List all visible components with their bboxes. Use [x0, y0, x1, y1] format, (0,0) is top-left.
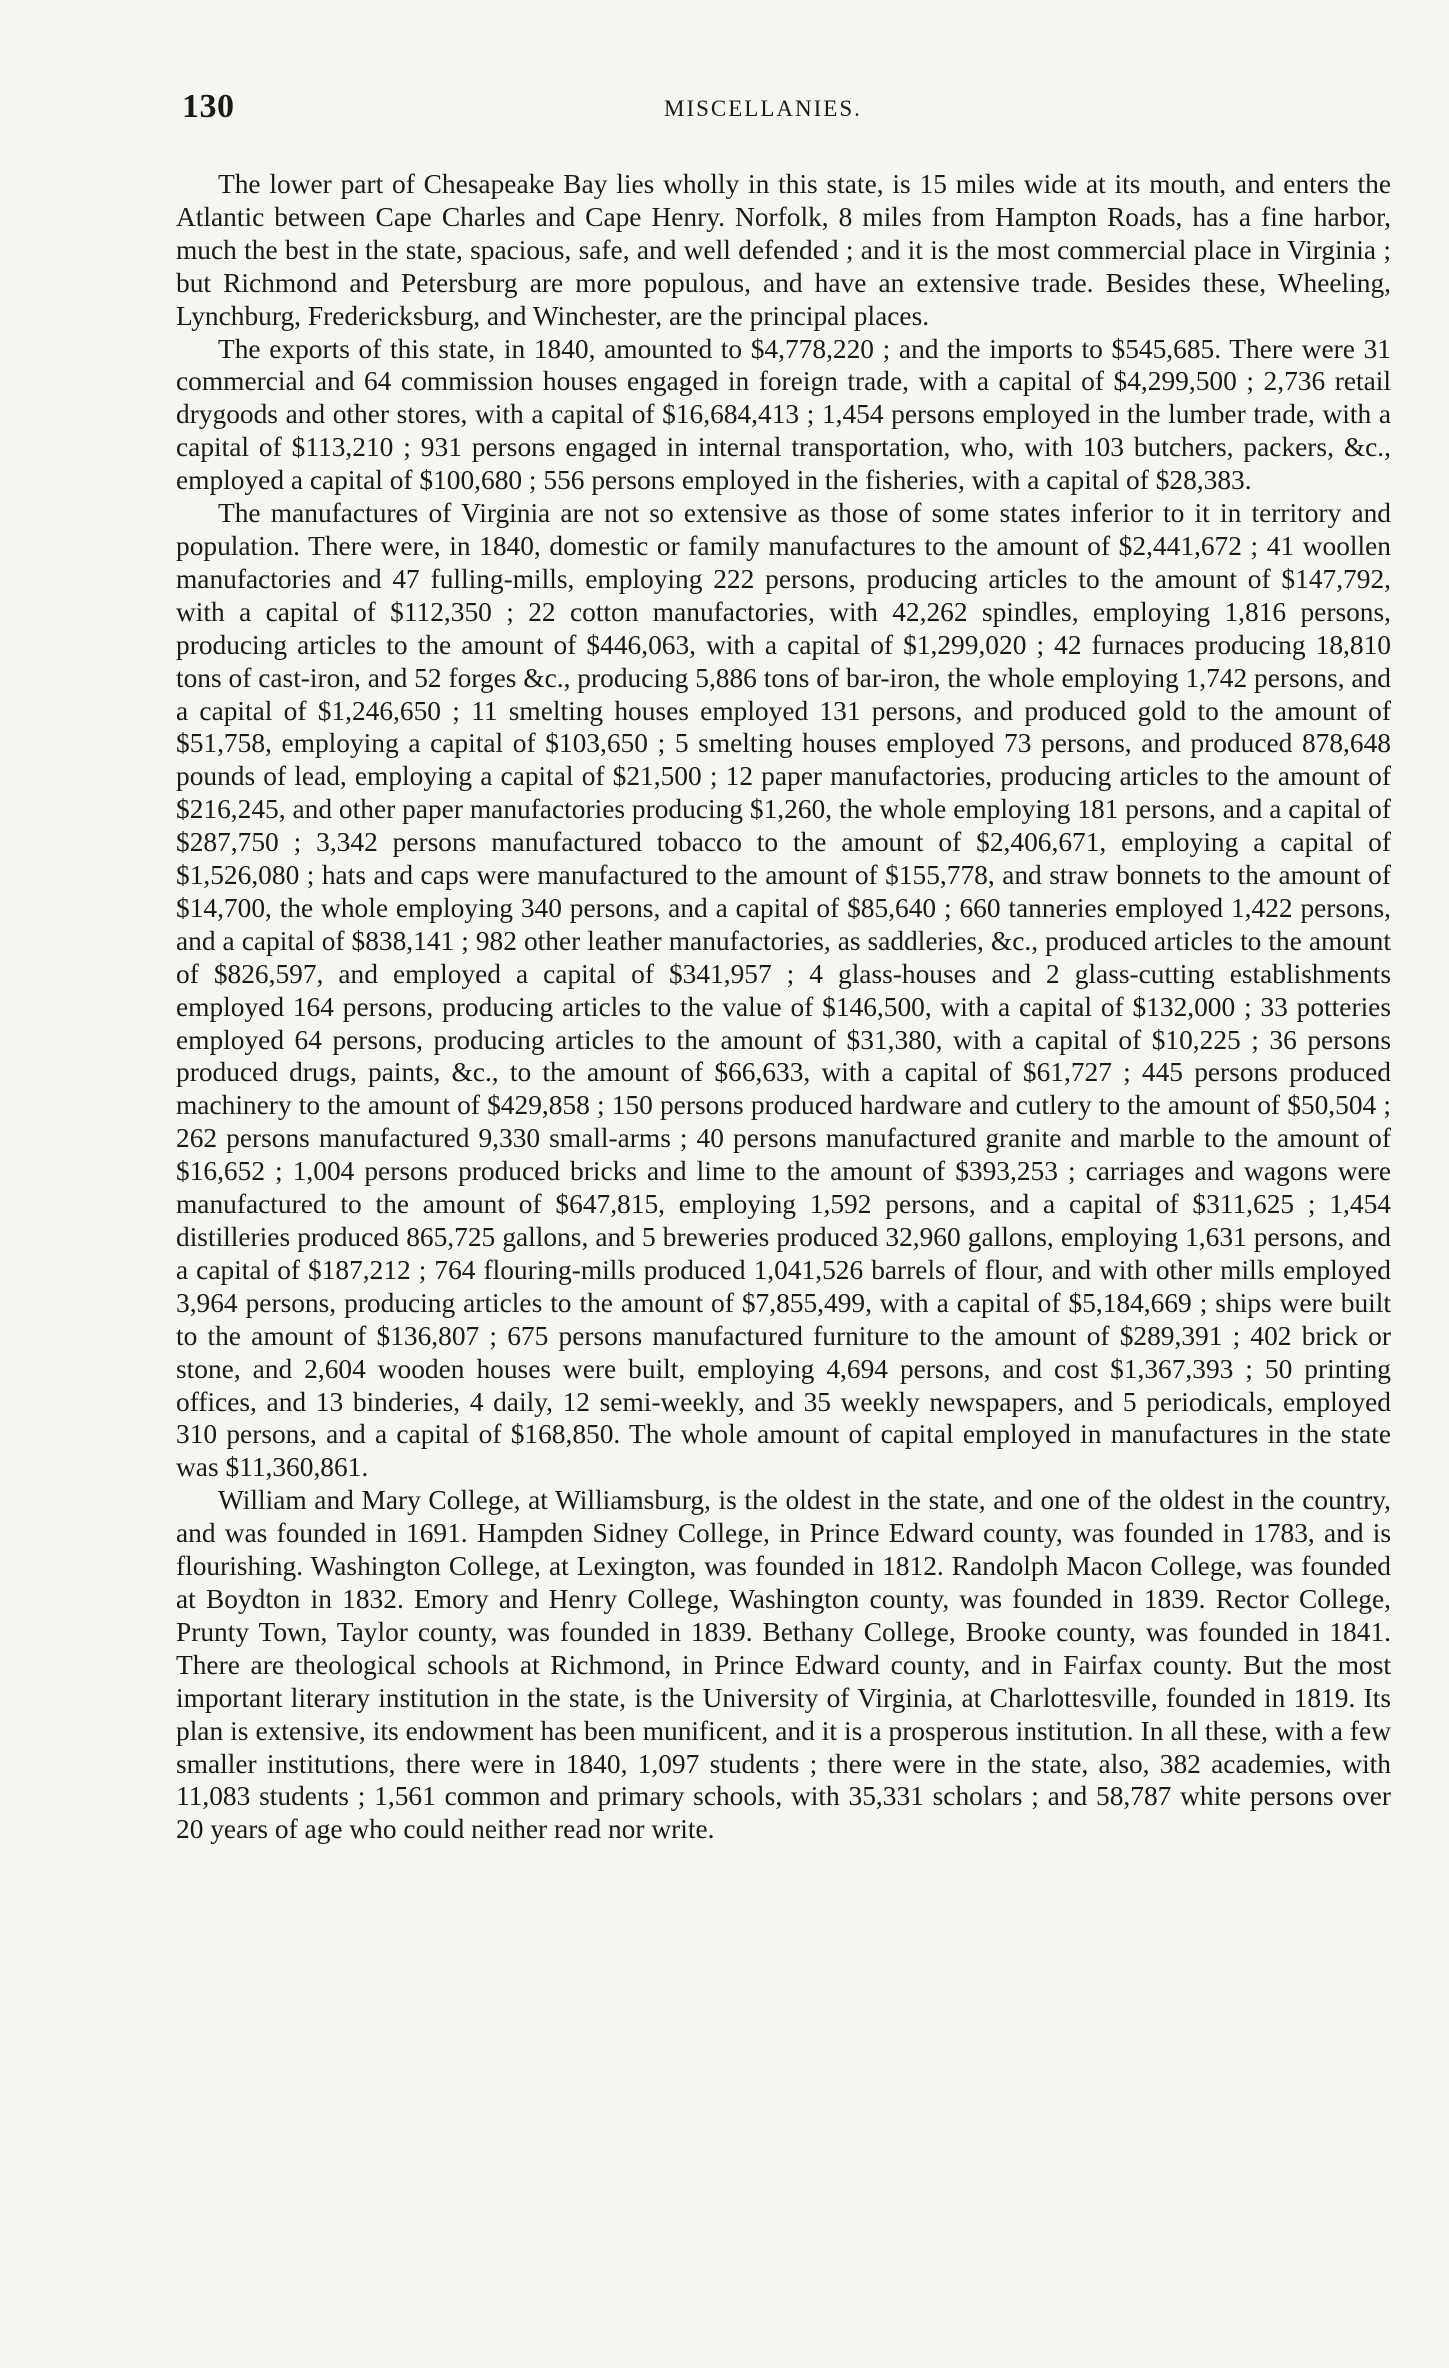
- page-header: [182, 88, 1382, 128]
- paragraph-chesapeake-bay: The lower part of Chesapeake Bay lies wholly in this state, is 15 miles wide at its mouth, and enters the Atlantic between Cape Charles and Cape Henry. Norfolk, 8 miles from Hampton Roads, has a fine harbor, much the best in the state, spacious, safe, and well defended ; and it is the most commercial place in Virginia ; but Richmond and Petersburg are more populous, and have an extensive trade. Besides these, Wheeling, Lynchburg, Fredericksburg, and Winchester, are the principal places.: [176, 169, 1391, 331]
- text-body: [176, 168, 1391, 1846]
- paragraph-colleges: William and Mary College, at Williamsburg, is the oldest in the state, and one of the oldest in the country, and was founded in 1691. Hampden Sidney College, in Prince Edward county, was founded in 1783, and is flourishing. Washington College, at Lexington, was founded in 1812. Randolph Macon College, was founded at Boydton in 1832. Emory and Henry College, Washington county, was founded in 1839. Rector College, Prunty Town, Taylor county, was founded in 1839. Bethany College, Brooke county, was founded in 1841. There are theological schools at Richmond, in Prince Edward county, and in Fairfax county. But the most important literary institution in the state, is the University of Virginia, at Charlottesville, founded in 1819. Its plan is extensive, its endowment has been munificent, and it is a prosperous institution. In all these, with a few smaller institutions, there were in 1840, 1,097 students ; there were in the state, also, 382 academies, with 11,083 students ; 1,561 common and primary schools, with 35,331 scholars ; and 58,787 white persons over 20 years of age who could neither read nor write.: [176, 1485, 1391, 1845]
- paragraph-manufactures: The manufactures of Virginia are not so extensive as those of some states inferior to it in territory and population. There were, in 1840, domestic or family manufactures to the amount of $2,441,672 ; 41 woollen manufactories and 47 fulling-mills, employing 222 persons, producing articles to the amount of $147,792, with a capital of $112,350 ; 22 cotton manufactories, with 42,262 spindles, employing 1,816 persons, producing articles to the amount of $446,063, with a capital of $1,299,020 ; 42 furnaces producing 18,810 tons of cast-iron, and 52 forges &c., producing 5,886 tons of bar-iron, the whole employing 1,742 persons, and a capital of $1,246,650 ; 11 smelting houses employed 131 persons, and produced gold to the amount of $51,758, employing a capital of $103,650 ; 5 smelting houses employed 73 persons, and produced 878,648 pounds of lead, employing a capital of $21,500 ; 12 paper manufactories, producing articles to the amount of $216,245, and other paper manufactories producing $1,260, the whole employing 181 persons, and a capital of $287,750 ; 3,342 persons manufactured tobacco to the amount of $2,406,671, employing a capital of $1,526,080 ; hats and caps were manufactured to the amount of $155,778, and straw bonnets to the amount of $14,700, the whole employing 340 persons, and a capital of $85,640 ; 660 tanneries employed 1,422 persons, and a capital of $838,141 ; 982 other leather manufactories, as saddleries, &c., produced articles to the amount of $826,597, and employed a capital of $341,957 ; 4 glass-houses and 2 glass-cutting establishments employed 164 persons, producing articles to the value of $146,500, with a capital of $132,000 ; 33 potteries employed 64 persons, producing articles to the amount of $31,380, with a capital of $10,225 ; 36 persons produced drugs, paints, &c., to the amount of $66,633, with a capital of $61,727 ; 445 persons produced machinery to the amount of $429,858 ; 150 persons produced hardware and cutlery to the amount of $50,504 ; 262 persons manufactured 9,330 small-arms ; 40 persons manufactured granite and marble to the amount of $16,652 ; 1,004 persons produced bricks and lime to the amount of $393,253 ; carriages and wagons were manufactured to the amount of $647,815, employing 1,592 persons, and a capital of $311,625 ; 1,454 distilleries produced 865,725 gallons, and 5 breweries produced 32,960 gallons, employing 1,631 persons, and a capital of $187,212 ; 764 flouring-mills produced 1,041,526 barrels of flour, and with other mills employed 3,964 persons, producing articles to the amount of $7,855,499, with a capital of $5,184,669 ; ships were built to the amount of $136,807 ; 675 persons manufactured furniture to the amount of $289,391 ; 402 brick or stone, and 2,604 wooden houses were built, employing 4,694 persons, and cost $1,367,393 ; 50 printing offices, and 13 binderies, 4 daily, 12 semi-weekly, and 35 weekly newspapers, and 5 periodicals, employed 310 persons, and a capital of $168,850. The whole amount of capital employed in manufactures in the state was $11,360,861.: [176, 498, 1391, 1483]
- paragraph-exports: The exports of this state, in 1840, amounted to $4,778,220 ; and the imports to $545,685. There were 31 commercial and 64 commission houses engaged in foreign trade, with a capital of $4,299,500 ; 2,736 retail drygoods and other stores, with a capital of $16,684,413 ; 1,454 persons employed in the lumber trade, with a capital of $113,210 ; 931 persons engaged in internal transportation, who, with 103 butchers, packers, &c., employed a capital of $100,680 ; 556 persons employed in the fisheries, with a capital of $28,383.: [176, 333, 1391, 496]
- running-head: MISCELLANIES.: [664, 96, 862, 121]
- page-number: 130: [182, 88, 235, 125]
